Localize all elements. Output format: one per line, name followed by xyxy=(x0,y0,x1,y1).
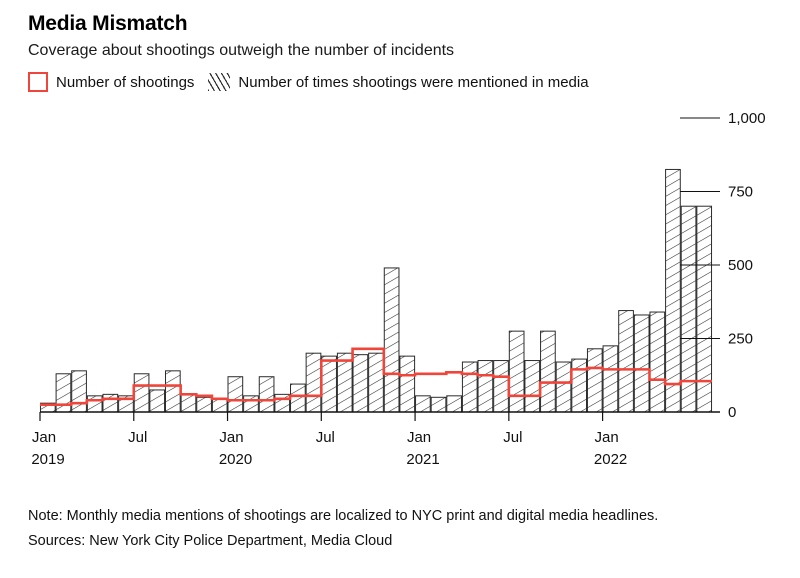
bar xyxy=(87,396,102,412)
bar xyxy=(634,315,649,412)
bar xyxy=(306,353,321,412)
x-axis-tick-label-year: 2022 xyxy=(593,451,628,468)
bar xyxy=(56,374,71,412)
bar xyxy=(525,361,540,412)
bar xyxy=(228,377,243,412)
page-title: Media Mismatch xyxy=(28,12,188,35)
bar xyxy=(509,331,524,412)
bar xyxy=(72,371,87,412)
bar xyxy=(103,394,118,412)
line-swatch-icon xyxy=(28,72,48,92)
legend-item-shootings xyxy=(28,72,194,92)
chart-plot xyxy=(0,100,800,480)
bar xyxy=(244,396,259,412)
x-axis-tick-label-year: 2019 xyxy=(31,451,65,468)
x-axis-tick-label-month: Jan xyxy=(31,429,57,446)
bar xyxy=(181,394,196,412)
bar xyxy=(259,377,274,412)
bar xyxy=(275,394,290,412)
bar xyxy=(541,331,556,412)
bar xyxy=(291,384,306,412)
bar xyxy=(556,362,571,412)
bar xyxy=(197,397,212,412)
bar xyxy=(400,356,415,412)
bar xyxy=(353,355,368,412)
bar xyxy=(603,346,618,412)
bars-group xyxy=(40,169,711,412)
legend-label-shootings: Number of shootings xyxy=(56,73,195,91)
legend-item-media xyxy=(208,73,588,91)
bar xyxy=(494,361,509,412)
x-axis-labels xyxy=(31,429,627,468)
bar xyxy=(337,353,352,412)
x-axis-tick-label-month: Jul xyxy=(315,429,335,446)
bar xyxy=(447,396,462,412)
bar xyxy=(572,359,587,412)
chart-svg xyxy=(0,100,800,480)
bar xyxy=(666,169,681,412)
legend-label-media: Number of times shootings were mentioned in media xyxy=(238,73,589,91)
y-axis-tick-label: 250 xyxy=(728,330,754,348)
bar xyxy=(165,371,180,412)
chart-legend xyxy=(28,72,589,92)
bar xyxy=(212,399,227,412)
bar xyxy=(462,362,477,412)
x-axis-tick-label-month: Jan xyxy=(594,429,619,446)
chart-note: Note: Monthly media mentions of shootings are localized to NYC print and digital media headlines. xyxy=(28,508,659,524)
bar xyxy=(416,396,431,412)
x-axis-tick-label-year: 2020 xyxy=(218,451,253,468)
bar xyxy=(587,349,602,412)
x-axis-tick-label-month: Jan xyxy=(219,429,244,446)
bar xyxy=(369,353,384,412)
x-axis-tick-label-year: 2021 xyxy=(406,451,440,468)
y-axis-tick-label: 0 xyxy=(728,404,737,421)
chart-sources: Sources: New York City Police Department, Media Cloud xyxy=(28,533,393,549)
y-axis-labels xyxy=(728,110,766,421)
hatch-swatch-icon xyxy=(208,73,230,91)
bar xyxy=(478,361,493,412)
y-axis-tick-label: 500 xyxy=(728,257,754,274)
page-subtitle: Coverage about shootings outweigh the number of incidents xyxy=(28,42,455,59)
x-axis-tick-label-month: Jul xyxy=(128,429,148,446)
bar xyxy=(650,312,665,412)
bar xyxy=(322,356,337,412)
bar xyxy=(384,268,399,412)
bar xyxy=(619,311,634,412)
bar xyxy=(134,374,149,412)
x-axis-tick-label-month: Jul xyxy=(503,429,523,446)
x-axis-tick-label-month: Jan xyxy=(406,429,432,446)
bar xyxy=(150,390,165,412)
y-axis-tick-label: 750 xyxy=(728,183,754,201)
bar xyxy=(431,397,446,412)
y-axis-tick-label: 1,000 xyxy=(728,110,766,127)
